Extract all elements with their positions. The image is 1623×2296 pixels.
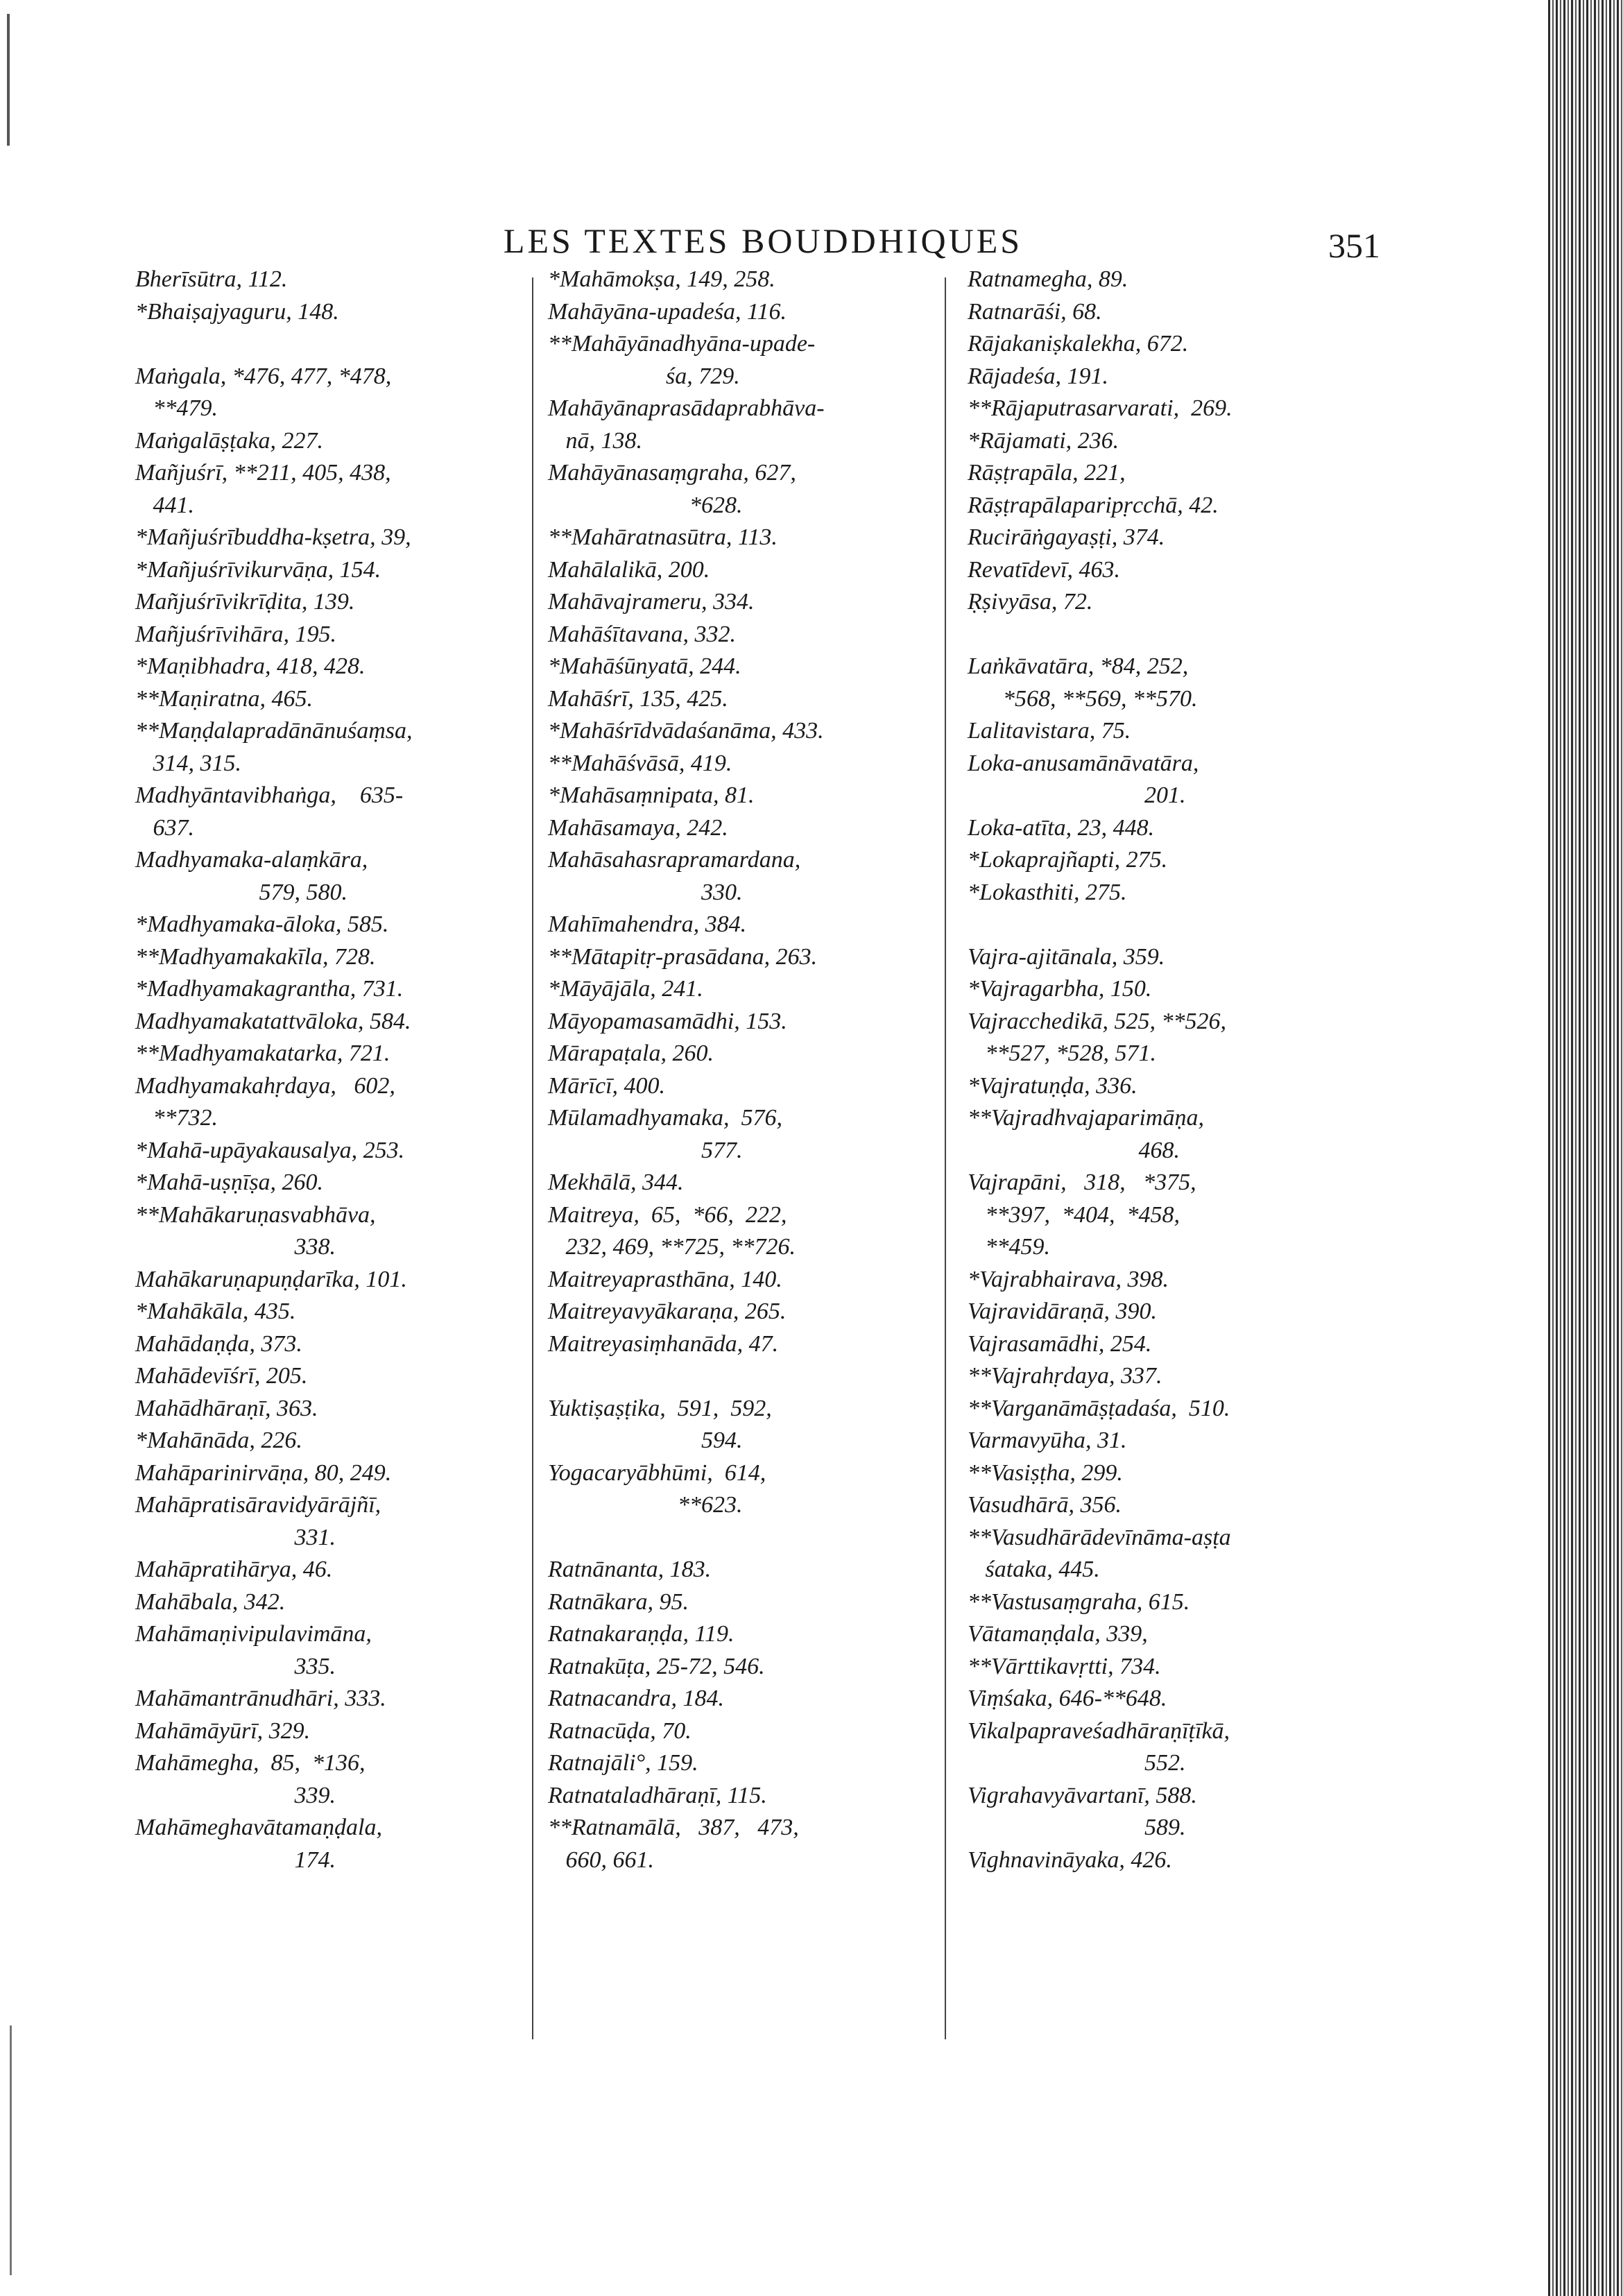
index-entry: Mahāśrī, 135, 425. [548, 685, 728, 712]
index-entry: *Bhaiṣajyaguru, 148. [135, 298, 339, 325]
index-entry: 594. [548, 1428, 743, 1453]
index-entry: Bherīsūtra, 112. [135, 266, 288, 292]
index-entry: Vajra-ajitānala, 359. [968, 943, 1165, 970]
index-entry: Mahāsahasrapramardana, [548, 847, 801, 873]
index-entry: *Mañjuśrībuddha-kṣetra, 39, [135, 524, 411, 550]
index-entry: 335. [135, 1653, 336, 1679]
index-entry: *Rājamati, 236. [968, 427, 1119, 454]
index-entry: 338. [135, 1234, 336, 1260]
index-gap [135, 328, 510, 361]
index-entry: 232, 469, **725, **726. [548, 1234, 796, 1260]
index-entry: Maitreya, 65, *66, 222, [548, 1201, 787, 1228]
index-entry: Mahāmāyūrī, 329. [135, 1717, 311, 1744]
index-gap [548, 1360, 916, 1393]
index-entry: Revatīdevī, 463. [968, 556, 1120, 583]
index-entry: Ratnākara, 95. [548, 1588, 689, 1615]
index-entry: Yogacaryābhūmi, 614, [548, 1459, 766, 1486]
index-entry: *Mahā-uṣṇīṣa, 260. [135, 1170, 324, 1195]
index-entry: Rucirāṅgayaṣṭi, 374. [968, 524, 1165, 550]
index-entry: *Mahā-upāyakausalya, 253. [135, 1137, 405, 1163]
index-entry: Mahāmantrānudhāri, 333. [135, 1686, 386, 1711]
index-entry: Mañjuśrīvihāra, 195. [135, 621, 336, 647]
index-entry: Mahālalikā, 200. [548, 556, 710, 583]
index-entry: Ratnataladhāraṇī, 115. [548, 1782, 767, 1808]
index-entry: *Vajratuṇḍa, 336. [968, 1072, 1137, 1099]
index-entry: **Rājaputrasarvarati, 269. [968, 395, 1233, 421]
index-entry: 589. [968, 1815, 1186, 1840]
index-entry: **623. [548, 1492, 743, 1518]
index-entry: Laṅkāvatāra, *84, 252, [968, 653, 1189, 679]
index-entry: Rājakaniṣkalekha, 672. [968, 331, 1189, 357]
index-entry: *Madhyamaka-āloka, 585. [135, 911, 389, 937]
index-entry: Ṛṣivyāsa, 72. [968, 589, 1093, 615]
index-entry: 579, 580. [135, 879, 347, 905]
scan-edge-left [7, 14, 10, 146]
index-entry: **479. [135, 395, 218, 421]
index-entry: Vajracchedikā, 525, **526, [968, 1008, 1226, 1034]
index-entry: Maṅgalāṣṭaka, 227. [135, 427, 324, 454]
index-entry: *Mahāśūnyatā, 244. [548, 653, 741, 679]
index-entry: Maitreyasiṃhanāda, 47. [548, 1330, 779, 1357]
index-entry: *Mahāmokṣa, 149, 258. [548, 266, 775, 292]
index-entry: 577. [548, 1137, 743, 1163]
index-entry: Vikalpapraveśadhāraṇīṭīkā, [968, 1717, 1230, 1744]
index-entry: **459. [968, 1234, 1050, 1260]
index-entry: Ratnakūṭa, 25-72, 546. [548, 1653, 765, 1679]
index-entry: Mūlamadhyamaka, 576, [548, 1105, 783, 1131]
index-entry: 331. [135, 1524, 336, 1550]
index-entry: **Madhyamakakīla, 728. [135, 943, 376, 970]
index-entry: **Ratnamālā, 387, 473, [548, 1815, 799, 1840]
index-gap [968, 619, 1352, 651]
running-title: LES TEXTES BOUDDHIQUES [503, 221, 1023, 260]
index-entry: Rāṣṭrapālaparipṛcchā, 42. [968, 492, 1219, 518]
index-entry: Ratnānanta, 183. [548, 1557, 712, 1582]
index-entry: *Vajragarbha, 150. [968, 976, 1152, 1002]
index-entry: Rājadeśa, 191. [968, 363, 1109, 389]
index-entry: *Lokasthiti, 275. [968, 879, 1127, 905]
index-entry: Mahāyānaprasādaprabhāva- [548, 395, 825, 421]
index-entry: *Mahākāla, 435. [135, 1299, 296, 1324]
index-entry: Vajrapāni, 318, *375, [968, 1170, 1196, 1195]
index-entry: **Mahāśvāsā, 419. [548, 750, 732, 776]
index-entry: Madhyamakahṛdaya, 602, [135, 1072, 395, 1099]
index-entry: Vigrahavyāvartanī, 588. [968, 1782, 1197, 1808]
index-entry: Mahāśītavana, 332. [548, 621, 737, 647]
index-entry: Vajravidāraṇā, 390. [968, 1299, 1157, 1324]
index-entry: Maitreyavyākaraṇa, 265. [548, 1299, 787, 1324]
index-entry: Mekhālā, 344. [548, 1170, 684, 1195]
index-entry: *Mañjuśrīvikurvāṇa, 154. [135, 556, 381, 583]
index-entry: 660, 661. [548, 1847, 654, 1873]
index-entry: **Mahāratnasūtra, 113. [548, 524, 778, 550]
index-entry: Mahāparinirvāṇa, 80, 249. [135, 1459, 392, 1486]
index-entry: śa, 729. [548, 363, 740, 389]
index-entry: **Vastusaṃgraha, 615. [968, 1588, 1190, 1615]
index-entry: 330. [548, 879, 743, 905]
index-entry: Mahādevīśrī, 205. [135, 1363, 308, 1389]
index-entry: Mahāyāna-upadeśa, 116. [548, 298, 787, 325]
index-entry: *Lokaprajñapti, 275. [968, 847, 1168, 873]
index-entry: Ratnarāśi, 68. [968, 298, 1102, 325]
index-entry: Loka-anusamānāvatāra, [968, 750, 1199, 776]
index-entry: **Vajradhvajaparimāṇa, [968, 1105, 1204, 1131]
index-entry: **Varganāmāṣṭadaśa, 510. [968, 1395, 1230, 1421]
index-entry: Mahāpratihārya, 46. [135, 1557, 333, 1582]
index-entry: *Vajrabhairava, 398. [968, 1266, 1169, 1292]
index-entry: 637. [135, 814, 194, 841]
index-entry: *568, **569, **570. [968, 685, 1198, 712]
index-entry: Maitreyaprasthāna, 140. [548, 1266, 782, 1292]
index-entry: Varmavyūha, 31. [968, 1428, 1127, 1453]
index-entry: Mahābala, 342. [135, 1588, 286, 1615]
index-entry: Madhyamaka-alaṃkāra, [135, 847, 368, 873]
index-entry: **Vārttikavṛtti, 734. [968, 1653, 1161, 1679]
index-entry: śataka, 445. [968, 1557, 1100, 1582]
index-entry: **Maṇḍalapradānānuśaṃsa, [135, 718, 413, 744]
index-entry: Rāṣṭrapāla, 221, [968, 460, 1126, 486]
index-entry: Mahāmaṇivipulavimāna, [135, 1621, 372, 1647]
index-entry: Mārīcī, 400. [548, 1072, 666, 1099]
index-entry: Vajrasamādhi, 254. [968, 1330, 1152, 1357]
index-entry: Mahāyānasaṃgraha, 627, [548, 460, 796, 486]
index-entry: *Mahāsaṃnipata, 81. [548, 782, 755, 808]
index-entry: Mahāvajrameru, 334. [548, 589, 755, 615]
index-entry: 468. [968, 1137, 1180, 1163]
index-entry: 314, 315. [135, 750, 241, 776]
index-entry: 201. [968, 782, 1186, 808]
index-entry: **732. [135, 1105, 218, 1131]
index-entry: *Maṇibhadra, 418, 428. [135, 653, 366, 679]
index-entry: 441. [135, 492, 194, 518]
index-entry: **Maṇiratna, 465. [135, 685, 313, 712]
index-column-1 [135, 264, 510, 1876]
index-entry: **Vasudhārādevīnāma-aṣṭa [968, 1524, 1231, 1550]
index-column-3 [968, 264, 1352, 1876]
index-entry: Māyopamasamādhi, 153. [548, 1008, 787, 1034]
index-entry: *Mahānāda, 226. [135, 1428, 302, 1453]
index-entry: *Mahāśrīdvādaśanāma, 433. [548, 718, 824, 744]
index-entry: Mañjuśrī, **211, 405, 438, [135, 460, 391, 486]
index-entry: *Māyājāla, 241. [548, 976, 703, 1002]
index-entry: Mahīmahendra, 384. [548, 911, 747, 937]
index-entry: Viṃśaka, 646-**648. [968, 1686, 1167, 1711]
index-entry: Ratnamegha, 89. [968, 266, 1128, 292]
index-entry: Mahākaruṇapuṇḍarīka, 101. [135, 1266, 407, 1292]
index-entry: *628. [548, 492, 743, 518]
index-entry: Mahādaṇḍa, 373. [135, 1330, 302, 1357]
index-entry: Mahāsamaya, 242. [548, 814, 728, 841]
index-entry: **Mahāyānadhyāna-upade- [548, 331, 816, 357]
page-number: 351 [1328, 226, 1380, 265]
index-entry: **Vasiṣṭha, 299. [968, 1459, 1123, 1486]
index-entry: Mahāmeghavātamaṇḍala, [135, 1815, 383, 1840]
index-entry: **Vajrahṛdaya, 337. [968, 1363, 1162, 1389]
index-entry: **Madhyamakatarka, 721. [135, 1040, 390, 1066]
index-entry: Ratnacūḍa, 70. [548, 1717, 692, 1744]
index-entry: Vasudhārā, 356. [968, 1492, 1122, 1518]
index-entry: Ratnakaraṇḍa, 119. [548, 1621, 735, 1647]
index-gap [968, 909, 1352, 941]
index-entry: Mārapaṭala, 260. [548, 1040, 714, 1066]
index-entry: Loka-atīta, 23, 448. [968, 814, 1155, 841]
index-entry: Madhyāntavibhaṅga, 635- [135, 782, 404, 808]
index-entry: Mañjuśrīvikrīḍita, 139. [135, 589, 355, 615]
index-entry: 174. [135, 1847, 336, 1873]
index-entry: **Mahākaruṇasvabhāva, [135, 1201, 376, 1228]
index-entry: Ratnacandra, 184. [548, 1686, 725, 1711]
index-entry: Maṅgala, *476, 477, *478, [135, 363, 392, 389]
index-entry: Mahādhāraṇī, 363. [135, 1395, 318, 1421]
index-entry: Mahāpratisāravidyārājñī, [135, 1492, 381, 1518]
index-entry: Lalitavistara, 75. [968, 718, 1131, 744]
column-rule [945, 277, 946, 2039]
index-entry: Vighnavināyaka, 426. [968, 1847, 1172, 1873]
index-entry: Ratnajāli°, 159. [548, 1750, 698, 1776]
scan-edge-right [1548, 0, 1623, 2296]
index-entry: Madhyamakatattvāloka, 584. [135, 1008, 411, 1034]
index-gap [548, 1522, 916, 1554]
index-entry: 552. [968, 1750, 1186, 1776]
index-entry: nā, 138. [548, 427, 642, 454]
scan-edge-left-lower [10, 2025, 12, 2275]
index-entry: *Madhyamakagrantha, 731. [135, 976, 404, 1002]
column-rule [532, 277, 533, 2039]
index-entry: 339. [135, 1782, 336, 1808]
index-entry: **397, *404, *458, [968, 1201, 1180, 1228]
index-entry: **Mātapitṛ-prasādana, 263. [548, 943, 818, 970]
index-entry: Mahāmegha, 85, *136, [135, 1750, 366, 1776]
index-entry: **527, *528, 571. [968, 1040, 1156, 1066]
index-entry: Vātamaṇḍala, 339, [968, 1621, 1148, 1647]
index-entry: Yuktiṣaṣṭika, 591, 592, [548, 1395, 772, 1421]
index-column-2 [548, 264, 916, 1876]
